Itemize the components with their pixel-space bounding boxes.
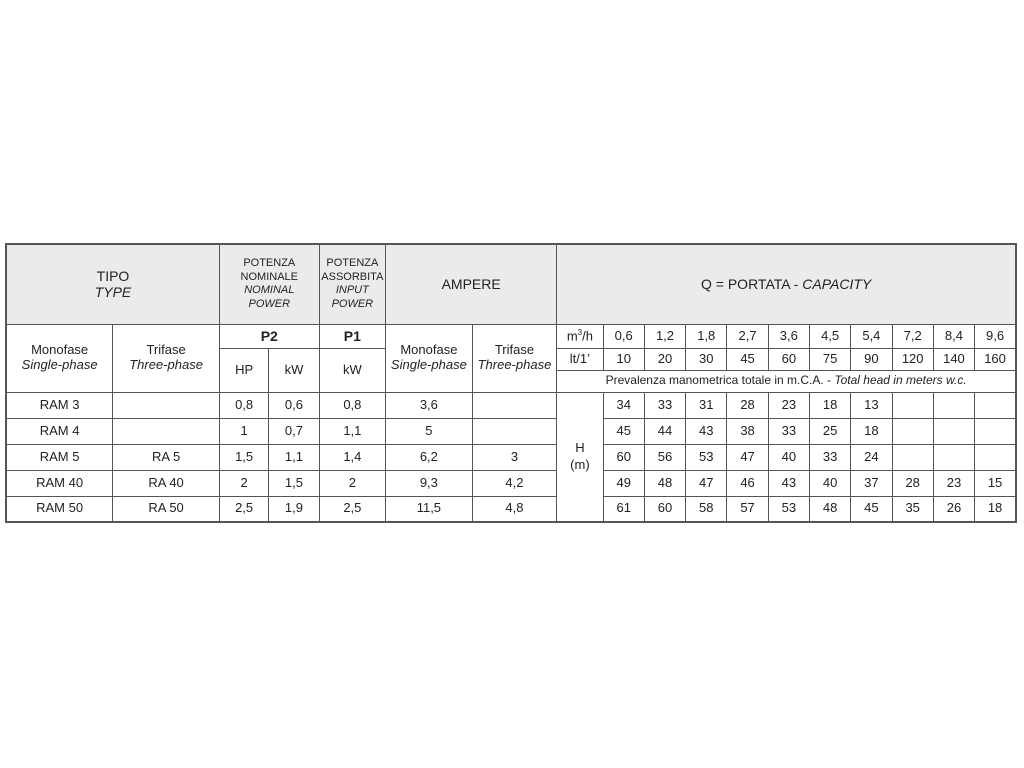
head-value: 13 — [851, 392, 892, 418]
head-value: 40 — [768, 444, 809, 470]
head-value: 47 — [686, 470, 727, 496]
power-p2-kw: 1,1 — [269, 444, 319, 470]
m3h-unit-tail: /h — [582, 328, 593, 344]
head-value: 60 — [603, 444, 644, 470]
nominal-power-line1: NOMINAL — [244, 284, 295, 297]
ampere-monofase-header — [386, 324, 473, 392]
flow-m3h-cell: 0,6 — [603, 324, 644, 348]
prevalenza-label: Prevalenza manometrica totale in m.C.A. - — [605, 373, 835, 388]
p1-header: P1 — [319, 324, 385, 348]
flow-lt-cell: 75 — [809, 348, 850, 370]
hp-header: HP — [219, 348, 268, 392]
head-value: 23 — [768, 392, 809, 418]
flow-lt-cell: 90 — [851, 348, 892, 370]
type-label: TYPE — [94, 284, 132, 301]
head-value: 56 — [644, 444, 685, 470]
capacity-label: CAPACITY — [802, 276, 872, 293]
model-trifase: RA 50 — [113, 496, 220, 522]
m3h-unit-label — [557, 324, 603, 348]
head-value: 43 — [768, 470, 809, 496]
power-hp: 1,5 — [219, 444, 268, 470]
head-unit-h: H — [575, 439, 585, 455]
flow-lt-cell: 140 — [933, 348, 974, 370]
power-p1-kw: 2,5 — [319, 496, 385, 522]
head-value — [975, 418, 1016, 444]
model-monofase: RAM 40 — [6, 470, 113, 496]
ampere-three-phase-label: Three-phase — [477, 357, 552, 372]
flow-lt-cell: 60 — [768, 348, 809, 370]
potenza-nominale-line2: NOMINALE — [240, 270, 299, 283]
m3h-unit-sup: 3 — [577, 327, 583, 337]
monofase-header — [6, 324, 113, 392]
head-value: 47 — [727, 444, 768, 470]
ampere-trifase — [472, 392, 557, 418]
head-value: 49 — [603, 470, 644, 496]
head-value — [975, 392, 1016, 418]
model-monofase: RAM 50 — [6, 496, 113, 522]
head-value: 15 — [975, 470, 1016, 496]
table-row — [6, 418, 1016, 444]
monofase-label: Monofase — [31, 342, 89, 358]
ampere-monofase: 6,2 — [386, 444, 473, 470]
head-value: 44 — [644, 418, 685, 444]
lt-unit-label: lt/1’ — [557, 348, 603, 370]
head-value — [933, 418, 974, 444]
three-phase-label: Three-phase — [129, 357, 203, 372]
head-value: 58 — [686, 496, 727, 522]
ampere-monofase-label: Monofase — [400, 342, 458, 358]
power-p2-kw: 1,5 — [269, 470, 319, 496]
head-value: 33 — [809, 444, 850, 470]
potenza-assorbita-header — [319, 244, 385, 324]
portata-header — [557, 244, 1016, 324]
ampere-single-phase-label: Single-phase — [390, 357, 467, 372]
head-value: 33 — [644, 392, 685, 418]
flow-lt-cell: 20 — [644, 348, 685, 370]
head-value: 24 — [851, 444, 892, 470]
prevalenza-caption — [557, 370, 1016, 392]
table-row — [6, 496, 1016, 522]
table-row — [6, 470, 1016, 496]
m3h-unit-base: m — [566, 328, 578, 344]
ampere-trifase-header — [472, 324, 557, 392]
model-trifase — [113, 392, 220, 418]
head-value: 46 — [727, 470, 768, 496]
head-value: 57 — [727, 496, 768, 522]
flow-m3h-cell: 1,8 — [686, 324, 727, 348]
power-p1-kw: 2 — [319, 470, 385, 496]
power-p1-kw: 0,8 — [319, 392, 385, 418]
potenza-nominale-header — [219, 244, 319, 324]
head-value: 53 — [768, 496, 809, 522]
head-value — [892, 392, 933, 418]
portata-label: Q = PORTATA - — [701, 276, 803, 293]
input-power-line1: INPUT — [335, 284, 369, 297]
ampere-trifase — [472, 418, 557, 444]
head-unit-m: (m) — [570, 456, 590, 472]
ampere-trifase: 4,2 — [472, 470, 557, 496]
flow-lt-cell: 160 — [975, 348, 1016, 370]
head-unit-cell — [557, 392, 603, 522]
head-value: 37 — [851, 470, 892, 496]
ampere-monofase: 9,3 — [386, 470, 473, 496]
head-value: 34 — [603, 392, 644, 418]
ampere-trifase-label: Trifase — [494, 342, 535, 358]
flow-m3h-cell: 7,2 — [892, 324, 933, 348]
model-trifase — [113, 418, 220, 444]
head-value: 26 — [933, 496, 974, 522]
head-value: 33 — [768, 418, 809, 444]
kw-p2-header: kW — [269, 348, 319, 392]
flow-m3h-cell: 8,4 — [933, 324, 974, 348]
head-value: 43 — [686, 418, 727, 444]
ampere-monofase: 3,6 — [386, 392, 473, 418]
head-value: 25 — [809, 418, 850, 444]
table-row — [6, 392, 1016, 418]
power-hp: 1 — [219, 418, 268, 444]
tipo-header — [6, 244, 219, 324]
head-value — [933, 444, 974, 470]
tipo-label: TIPO — [96, 268, 130, 285]
flow-m3h-cell: 2,7 — [727, 324, 768, 348]
head-value: 35 — [892, 496, 933, 522]
power-hp: 2,5 — [219, 496, 268, 522]
potenza-nominale-line1: POTENZA — [243, 256, 296, 269]
head-value — [975, 444, 1016, 470]
flow-m3h-cell: 5,4 — [851, 324, 892, 348]
head-value: 18 — [809, 392, 850, 418]
p2-header: P2 — [219, 324, 319, 348]
head-value: 40 — [809, 470, 850, 496]
head-value: 28 — [727, 392, 768, 418]
potenza-assorbita-line1: POTENZA — [326, 256, 379, 269]
head-value: 23 — [933, 470, 974, 496]
head-value: 45 — [851, 496, 892, 522]
head-value: 48 — [809, 496, 850, 522]
head-value: 48 — [644, 470, 685, 496]
flow-lt-cell: 10 — [603, 348, 644, 370]
head-value: 18 — [851, 418, 892, 444]
head-value: 53 — [686, 444, 727, 470]
kw-p1-header: kW — [319, 348, 385, 392]
header-row-main — [6, 244, 1016, 324]
flow-m3h-cell: 4,5 — [809, 324, 850, 348]
model-trifase: RA 5 — [113, 444, 220, 470]
ampere-monofase: 5 — [386, 418, 473, 444]
head-value: 60 — [644, 496, 685, 522]
header-row-units-1 — [6, 324, 1016, 348]
model-monofase: RAM 3 — [6, 392, 113, 418]
total-head-label: Total head in meters w.c. — [834, 373, 967, 388]
table-row — [6, 444, 1016, 470]
power-hp: 0,8 — [219, 392, 268, 418]
flow-lt-cell: 120 — [892, 348, 933, 370]
power-p2-kw: 1,9 — [269, 496, 319, 522]
head-value — [933, 392, 974, 418]
head-value — [892, 418, 933, 444]
flow-m3h-cell: 3,6 — [768, 324, 809, 348]
trifase-header — [113, 324, 220, 392]
potenza-assorbita-line2: ASSORBITA — [321, 270, 384, 283]
model-monofase: RAM 5 — [6, 444, 113, 470]
model-trifase: RA 40 — [113, 470, 220, 496]
flow-m3h-cell: 9,6 — [975, 324, 1016, 348]
power-hp: 2 — [219, 470, 268, 496]
model-monofase: RAM 4 — [6, 418, 113, 444]
single-phase-label: Single-phase — [21, 357, 98, 372]
head-value: 31 — [686, 392, 727, 418]
nominal-power-line2: POWER — [248, 298, 291, 310]
flow-m3h-cell: 1,2 — [644, 324, 685, 348]
input-power-line2: POWER — [331, 298, 374, 310]
power-p1-kw: 1,1 — [319, 418, 385, 444]
power-p1-kw: 1,4 — [319, 444, 385, 470]
head-value: 45 — [603, 418, 644, 444]
ampere-header: AMPERE — [386, 244, 557, 324]
flow-lt-cell: 45 — [727, 348, 768, 370]
trifase-label: Trifase — [146, 342, 186, 358]
head-value: 61 — [603, 496, 644, 522]
ampere-trifase: 4,8 — [472, 496, 557, 522]
power-p2-kw: 0,6 — [269, 392, 319, 418]
head-value: 18 — [975, 496, 1016, 522]
flow-lt-cell: 30 — [686, 348, 727, 370]
ampere-monofase: 11,5 — [386, 496, 473, 522]
head-value: 28 — [892, 470, 933, 496]
head-value — [892, 444, 933, 470]
ampere-trifase: 3 — [472, 444, 557, 470]
head-value: 38 — [727, 418, 768, 444]
power-p2-kw: 0,7 — [269, 418, 319, 444]
pump-performance-table — [5, 243, 1017, 523]
pump-performance-table-container — [5, 243, 1017, 523]
